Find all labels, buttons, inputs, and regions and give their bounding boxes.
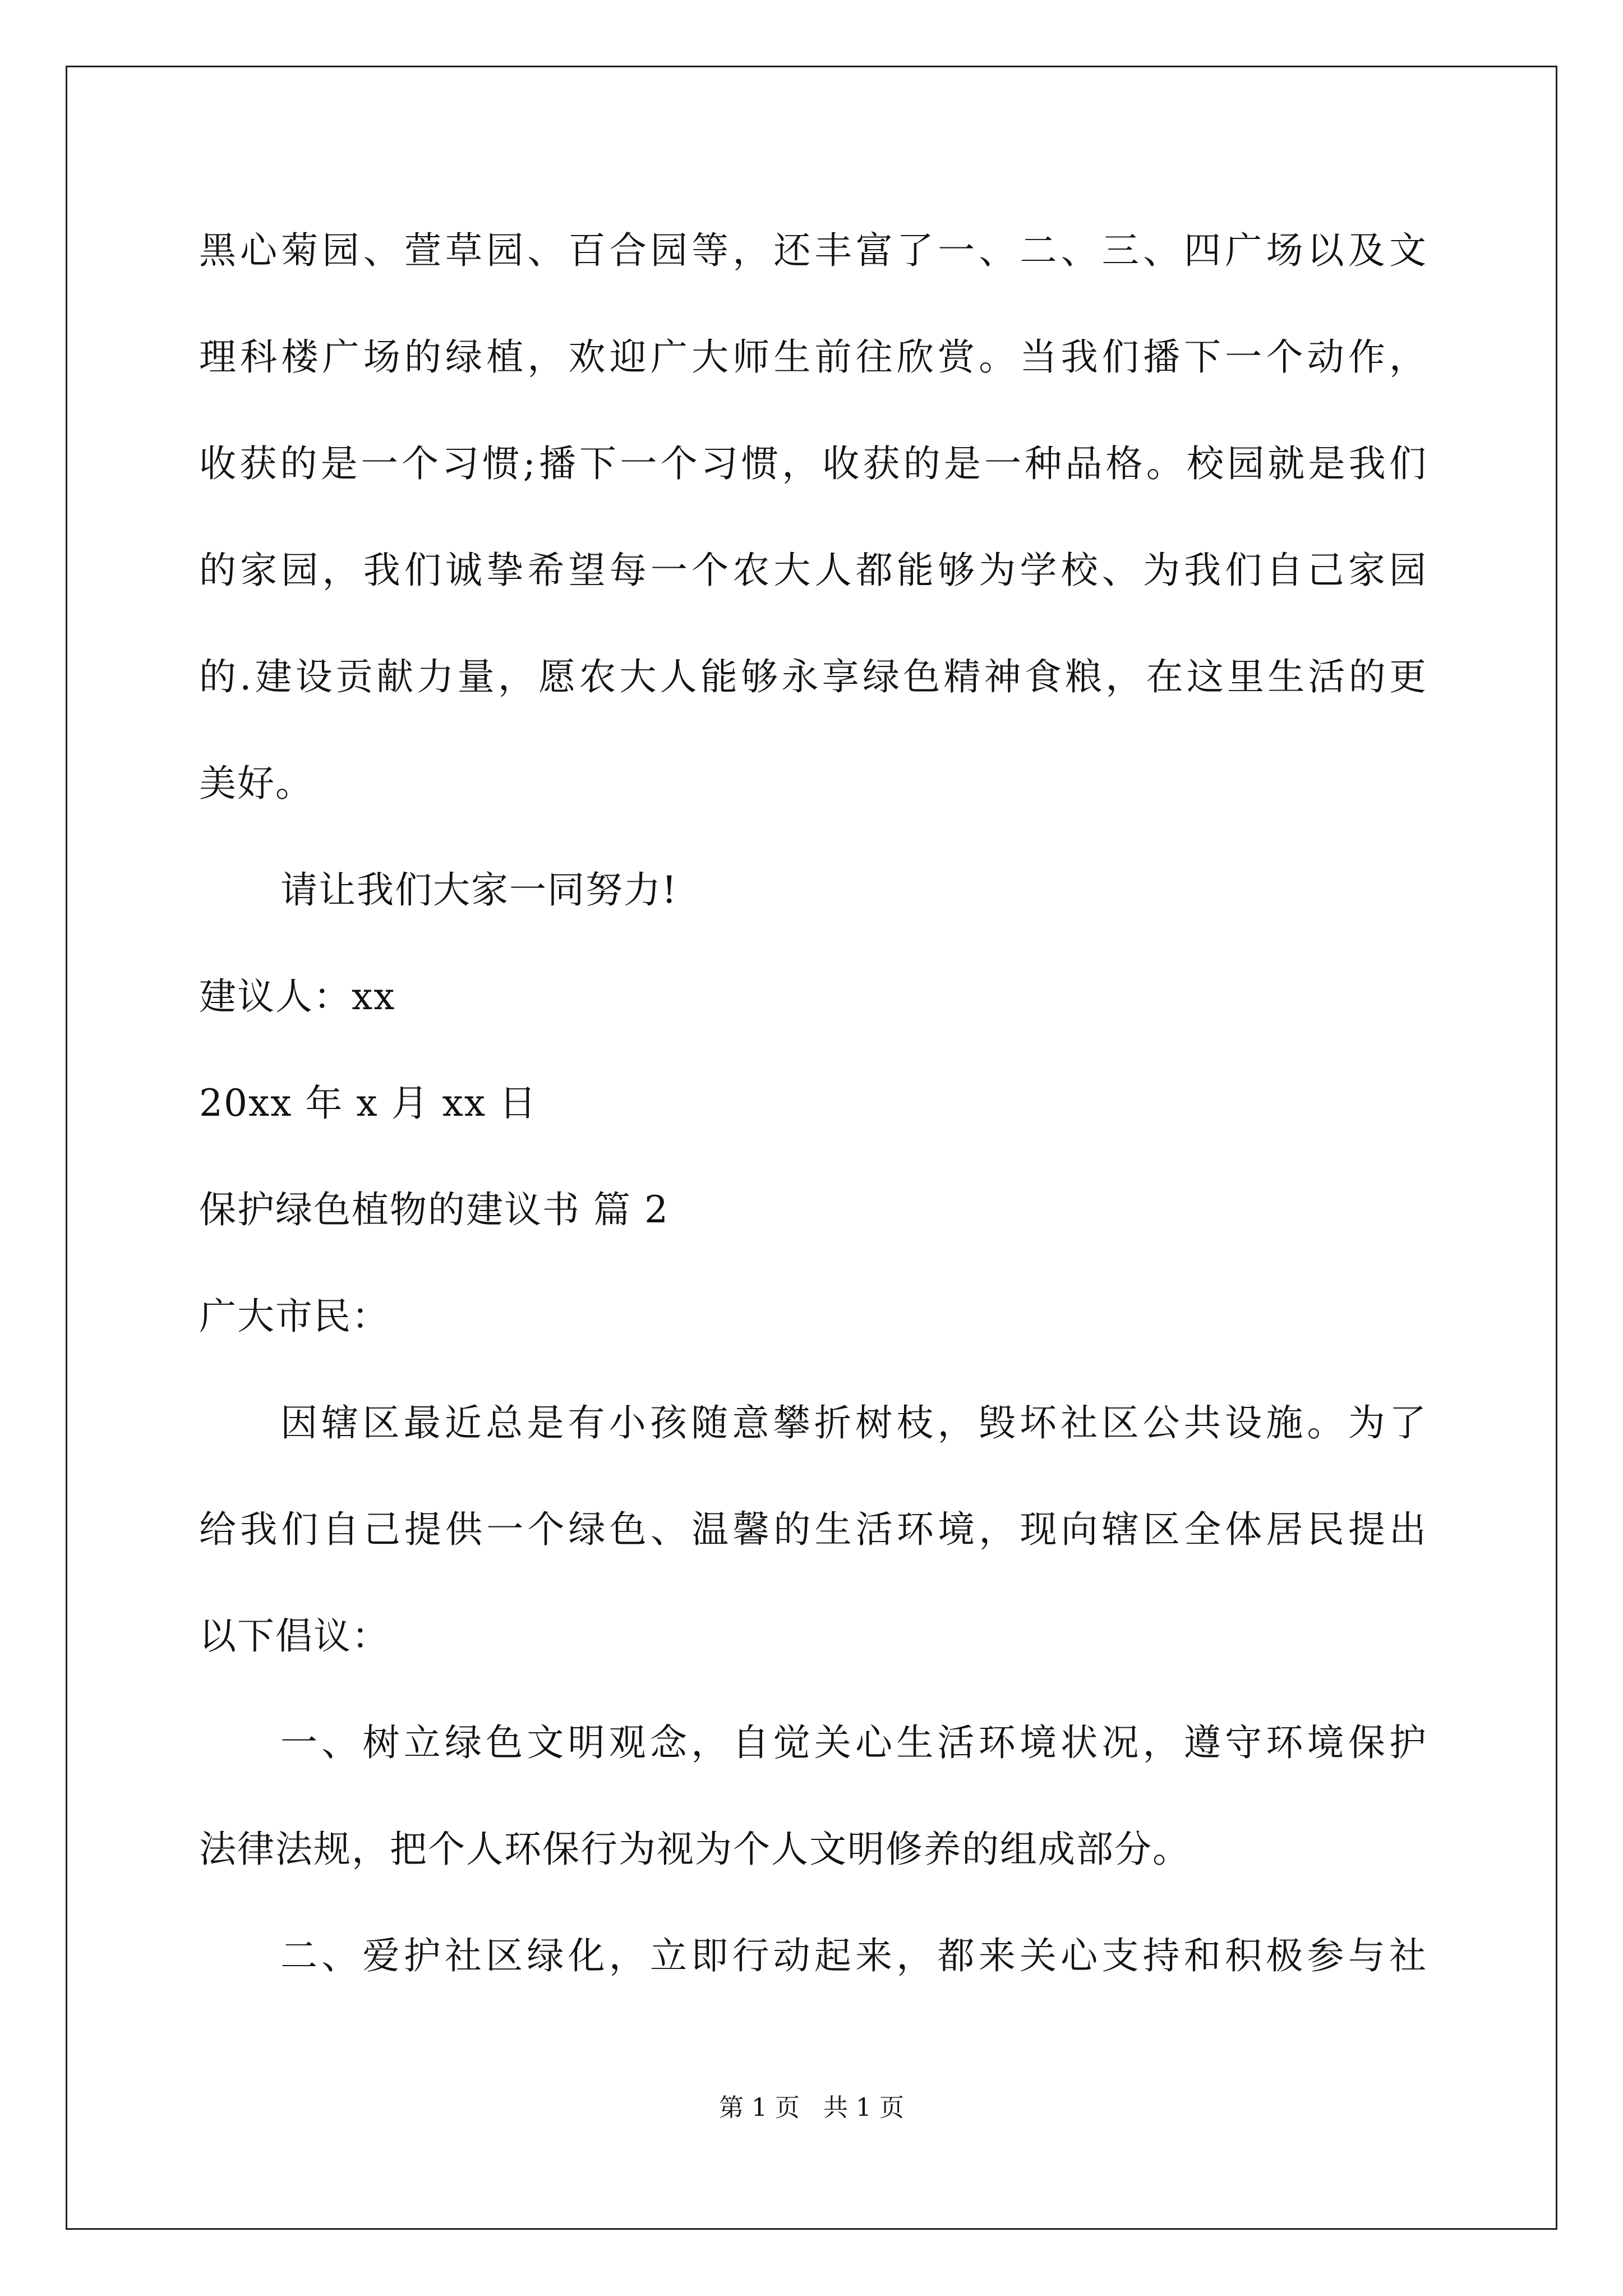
paragraph-line: 给我们自己提供一个绿色、温馨的生活环境，现向辖区全体居民提出 (199, 1508, 1427, 1551)
paragraph-line: 以下倡议： (199, 1614, 390, 1658)
paragraph-line: 收获的是一个习惯;播下一个习惯，收获的是一种品格。校园就是我们 (199, 442, 1427, 485)
paragraph-line: 黑心菊园、萱草园、百合园等，还丰富了一、二、三、四广场以及文 (199, 229, 1427, 272)
paragraph-line: 因辖区最近总是有小孩随意攀折树枝，毁坏社区公共设施。为了 (280, 1401, 1427, 1444)
section-title: 保护绿色植物的建议书 篇 2 (199, 1188, 669, 1231)
paragraph-line: 法律法规，把个人环保行为视为个人文明修养的组成部分。 (199, 1828, 1191, 1871)
page-footer: 第 1 页 共 1 页 (719, 2093, 904, 2122)
paragraph-line: 的.建设贡献力量，愿农大人能够永享绿色精神食粮，在这里生活的更 (199, 655, 1427, 698)
salutation: 广大市民： (199, 1295, 390, 1338)
document-date: 20xx 年 x 月 xx 日 (199, 1082, 537, 1125)
proposer-signature: 建议人：xx (199, 975, 396, 1018)
paragraph-line: 美好。 (199, 762, 313, 805)
proposal-item: 一、树立绿色文明观念，自觉关心生活环境状况，遵守环境保护 (280, 1721, 1427, 1764)
closing-appeal: 请让我们大家一同努力! (280, 868, 678, 912)
proposal-item: 二、爱护社区绿化，立即行动起来，都来关心支持和积极参与社 (280, 1934, 1427, 1977)
paragraph-line: 的家园，我们诚挚希望每一个农大人都能够为学校、为我们自己家园 (199, 549, 1427, 592)
paragraph-line: 理科楼广场的绿植，欢迎广大师生前往欣赏。当我们播下一个动作， (199, 335, 1427, 379)
document-body (199, 197, 1427, 2009)
